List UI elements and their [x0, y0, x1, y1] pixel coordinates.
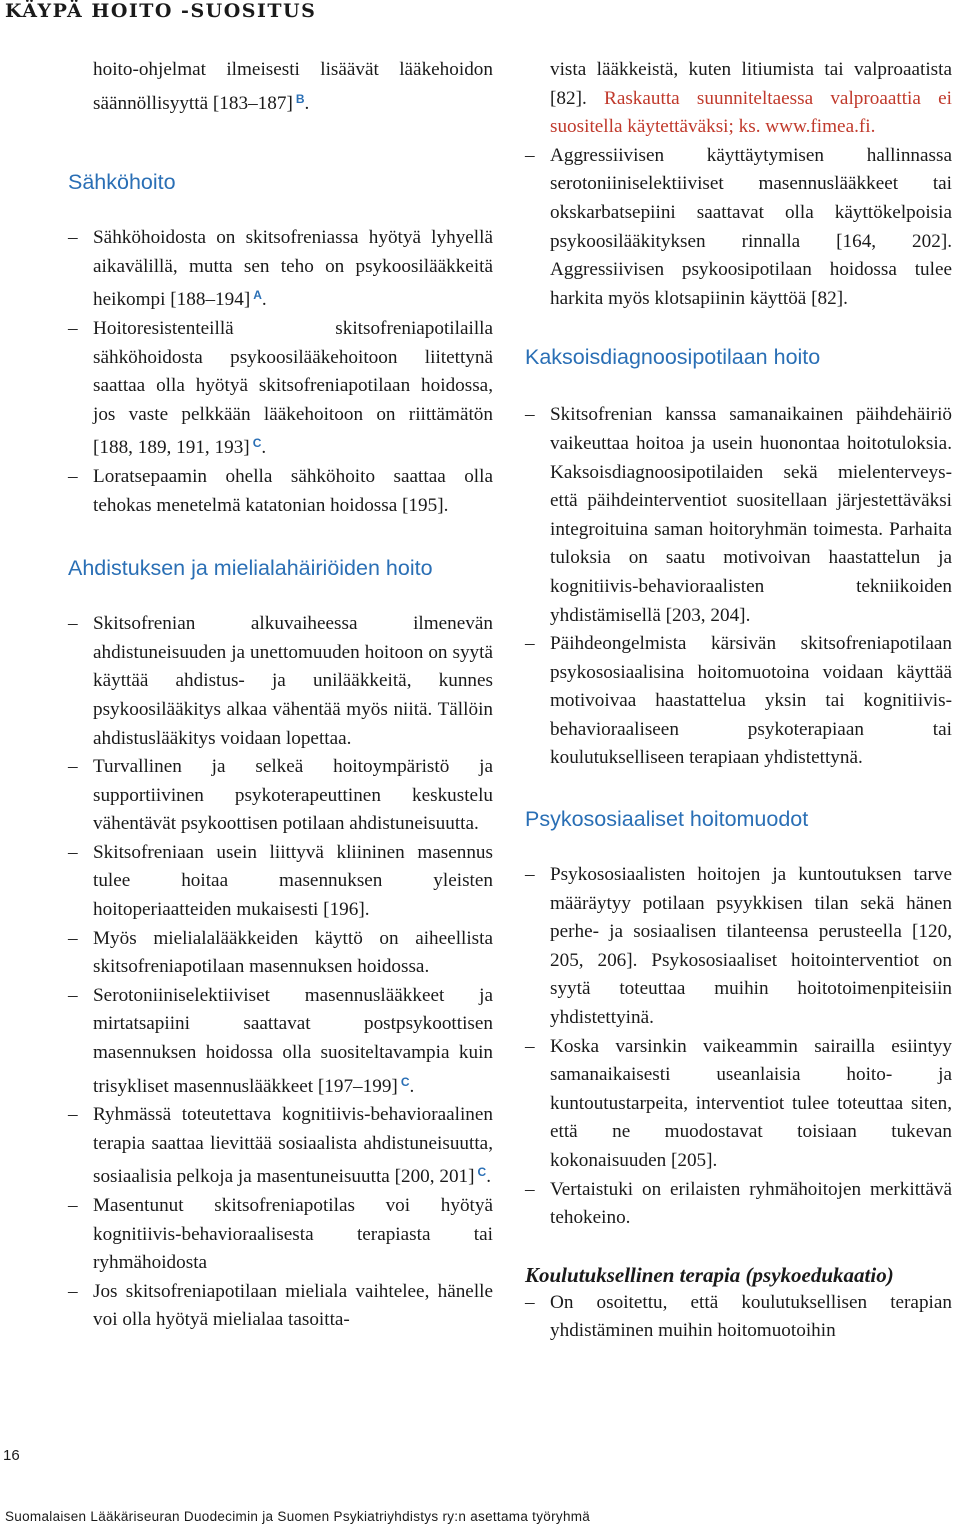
sahkohoito-list — [68, 224, 493, 520]
evidence-grade: C — [477, 1165, 487, 1180]
list-item: – Jos skitsofreniapotilaan mieliala vaihtelee, hänelle voi olla hyötyä mielialaa tasoitta- — [68, 1278, 493, 1335]
evidence-grade: C — [400, 1074, 410, 1089]
section-heading-ahdistus: Ahdistuksen ja mielialahäiriöiden hoito — [68, 556, 433, 581]
list-item: – Sähköhoidosta on skitsofreniassa hyötyä lyhyellä aikavälillä, mutta sen teho on psykoosilääkkeitä heikompi [188–194] $^A$. — [68, 224, 493, 315]
warning-text: Raskautta suunniteltaessa valproaattia ei suositella käytettäväksi; ks. www.fimea.fi. — [550, 87, 952, 138]
list-item: – Masentunut skitsofreniapotilas voi hyötyä kognitiivis-behavioraalisesta terapiasta tai ryhmähoidosta — [68, 1192, 493, 1278]
ahdistus-list — [68, 610, 493, 1335]
left-column — [68, 56, 493, 1335]
section-heading-sahkohoito: Sähköhoito — [68, 170, 176, 195]
section-heading-kaksoisdiagnoosi: Kaksoisdiagnoosipotilaan hoito — [525, 345, 821, 370]
list-item: – Hoitoresistenteillä skitsofreniapotilailla sähköhoidosta psykoosilääkehoitoon liitettynä saattaa olla hyötyä skitsofreniapotilaan hoidossa, jos vaste pelkkään lääkehoitoon on riittämätön [188, 189, 191, 193] $^C$. — [68, 315, 493, 463]
continued-paragraph: hoito-ohjelmat ilmeisesti lisäävät lääkehoidon säännöllisyyttä [183–187] $^B$. — [93, 59, 493, 114]
evidence-grade: A — [253, 288, 262, 303]
section-heading-koulutuksellinen: Koulutuksellinen terapia (psykoedukaatio) — [525, 1262, 894, 1287]
list-item: – Koska varsinkin vaikeammin sairailla esiintyy samanaikaisesti useanlaisia hoito- ja kuntoutustarpeita, interventiot tulee toteuttaa siten, että ne muodostavat toisiaan tukevan kokonaisuuden [205]. — [525, 1033, 952, 1176]
section-heading-psykososiaaliset: Psykososiaaliset hoitomuodot — [525, 807, 809, 832]
evidence-grade: B — [295, 91, 305, 106]
list-item: – On osoitettu, että koulutuksellisen terapian yhdistäminen muihin hoitomuotoihin — [525, 1289, 952, 1346]
continued-paragraph: vista lääkkeistä, kuten litiumista tai valproaatista [82]. Raskautta suunniteltaessa valproaattia ei suositella käytettäväksi; ks. www.fimea.fi. — [550, 59, 952, 138]
list-item: – Aggressiivisen käyttäytymisen hallinnassa serotoniiniselektiiviset masennuslääkkeet tai okskarbatsepiini saattavat olla käyttökelpoisia psykoosilääkityksen rinnalla [164, 202]. Aggressiivisen psykoosipotilaan hoidossa tulee harkita myös klotsapiinin käyttöä [82]. — [525, 142, 952, 314]
evidence-grade: C — [252, 436, 262, 451]
list-item: – Serotoniiniselektiiviset masennuslääkkeet ja mirtatsapiini saattavat postpsykoottisen masennuksen hoidossa olla suositeltavampia kuin trisykliset masennuslääkkeet [197–199] $^C$. — [68, 982, 493, 1101]
aggressio-list — [525, 142, 952, 314]
list-item: – Skitsofrenian kanssa samanaikainen päihdehäiriö vaikeuttaa hoitoa ja usein huonontaa hoitotuloksia. Kaksoisdiagnoosipotilaiden sekä mielenterveys- että päihdeinterventiot suositellaan järjestettäväksi integroituina saman hoitoryhmän toimesta. Parhaita tuloksia on saatu motivoivan haastattelun ja kognitiivis-behavioraalisten tekniikoiden yhdistämisellä [203, 204]. — [525, 401, 952, 630]
list-item: – Psykososiaalisten hoitojen ja kuntoutuksen tarve määräytyy potilaan psyykkisen tilan sekä hänen perhe- ja sosiaalisen tilanteensa perusteella [120, 205, 206]. Psykososiaaliset hoitointerventiot on syytä toteuttaa muihin hoitotoimenpiteisiin yhdistettyinä. — [525, 861, 952, 1033]
list-item: – Skitsofreniaan usein liittyvä kliininen masennus tulee hoitaa masennuksen yleisten hoitoperiaatteiden mukaisesti [196]. — [68, 839, 493, 925]
kaksoisdiagnoosi-list — [525, 401, 952, 773]
list-item: – Ryhmässä toteutettava kognitiivis-behavioraalinen terapia saattaa lievittää sosiaalista ahdistuneisuutta, sosiaalisia pelkoja ja masentuneisuutta [200, 201] $^C$. — [68, 1101, 493, 1192]
list-item: – Skitsofrenian alkuvaiheessa ilmenevän ahdistuneisuuden ja unettomuuden hoitoon on syytä käyttää ahdistus- ja unilääkkeitä, kunnes psykoosilääkitys alkaa vähentää myös niitä. Tällöin ahdistuslääkitys voidaan lopettaa. — [68, 610, 493, 753]
list-item: – Turvallinen ja selkeä hoitoympäristö ja supportiivinen psykoterapeuttinen keskustelu vähentävät psykoottisen potilaan ahdistuneisuutta. — [68, 753, 493, 839]
footer: Suomalaisen Lääkäriseuran Duodecimin ja Suomen Psykiatriyhdistys ry:n asettama työryhmä — [5, 1509, 591, 1524]
koulutuksellinen-list — [525, 1289, 952, 1346]
list-item: – Päihdeongelmista kärsivän skitsofreniapotilaan psykososiaalisina hoitomuotoina voidaan käyttää motivoivaa haastattelua yksin tai kognitiivis-behavioraaliseen psykoterapiaan tai koulutukselliseen terapiaan yhdistettynä. — [525, 630, 952, 773]
list-item: – Loratsepaamin ohella sähköhoito saattaa olla tehokas menetelmä katatonian hoidossa [195]. — [68, 463, 493, 520]
page-number: 16 — [3, 1447, 20, 1464]
list-item: – Myös mielialalääkkeiden käyttö on aiheellista skitsofreniapotilaan masennuksen hoidossa. — [68, 925, 493, 982]
psykososiaaliset-list — [525, 861, 952, 1233]
running-head: KÄYPÄ HOITO -SUOSITUS — [5, 0, 317, 22]
list-item: – Vertaistuki on erilaisten ryhmähoitojen merkittävä tehokeino. — [525, 1176, 952, 1233]
right-column — [525, 56, 952, 1346]
